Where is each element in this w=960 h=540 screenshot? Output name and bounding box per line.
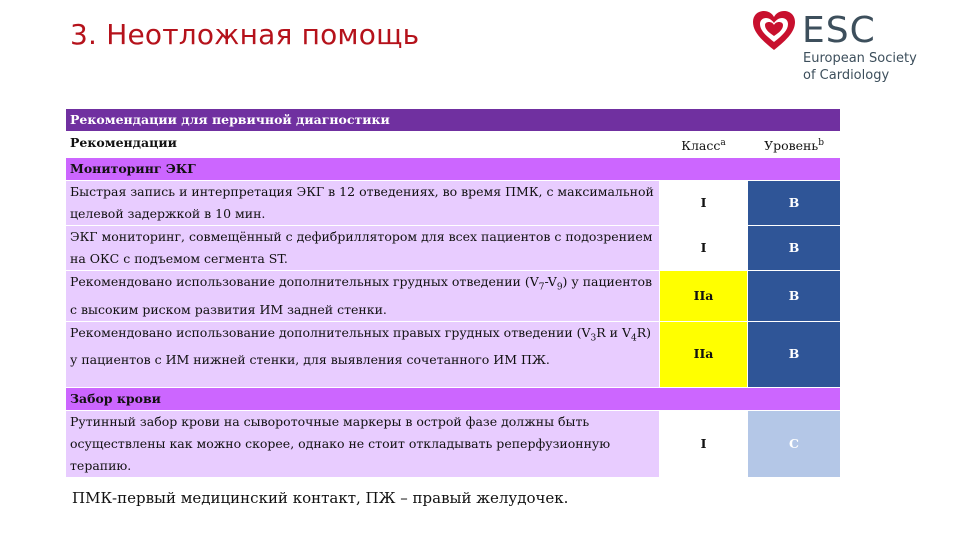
rec-text-part: Рекомендовано использование дополнительных грудных отведении (V xyxy=(70,274,539,290)
logo-line-1: European Society xyxy=(803,51,917,66)
esc-logo xyxy=(750,8,940,86)
rec-subscript: 4 xyxy=(630,333,637,344)
level-cell: B xyxy=(748,181,841,226)
table-row xyxy=(66,321,841,387)
rec-text-part: ) у пациентов с высоким риском развития ИМ задней стенки. xyxy=(70,274,653,317)
rec-subscript: 9 xyxy=(556,282,563,293)
logo-acronym: ESC xyxy=(802,10,876,51)
recommendation-text: Быстрая запись и интерпретация ЭКГ в 12 отведениях, во время ПМК, с максимальной целевой задержкой в 10 мин. xyxy=(66,181,660,226)
col-class-label: Класс xyxy=(681,138,721,154)
col-recommendations-header: Рекомендации xyxy=(66,132,660,158)
table-row xyxy=(66,226,841,271)
level-cell: B xyxy=(748,271,841,322)
col-class-sup: a xyxy=(720,138,726,148)
col-class-header xyxy=(660,132,748,158)
slide-title: 3. Неотложная помощь xyxy=(70,18,420,51)
table-row xyxy=(66,181,841,226)
rec-text-part: -V xyxy=(544,274,557,290)
col-level-header xyxy=(748,132,841,158)
heart-logo-icon xyxy=(750,8,798,54)
section-row-ecg xyxy=(66,158,841,181)
col-level-sup: b xyxy=(818,138,824,148)
table-header-row xyxy=(66,132,841,158)
class-cell: I xyxy=(660,181,748,226)
level-cell: C xyxy=(748,410,841,477)
table-row xyxy=(66,271,841,322)
rec-text-part: Рекомендовано использование дополнительных правых грудных отведении (V xyxy=(70,324,591,340)
table-caption: Рекомендации для первичной диагностики xyxy=(66,109,841,132)
logo-line-2: of Cardiology xyxy=(803,68,890,83)
class-cell: IIa xyxy=(660,271,748,322)
footnote: ПМК-первый медицинский контакт, ПЖ – правый желудочек. xyxy=(72,489,569,507)
col-level-label: Уровень xyxy=(764,138,819,154)
table-row xyxy=(66,410,841,477)
section-row-blood xyxy=(66,387,841,410)
recommendation-text: Рутинный забор крови на сывороточные маркеры в острой фазе должны быть осуществлены как можно скорее, однако не стоит откладывать реперфузионную терапию. xyxy=(66,410,660,477)
rec-subscript: 7 xyxy=(538,282,545,293)
class-cell: IIa xyxy=(660,321,748,387)
class-cell: I xyxy=(660,410,748,477)
recommendation-text: ЭКГ мониторинг, совмещённый с дефибриллятором для всех пациентов с подозрением на ОКС с подъемом сегмента ST. xyxy=(66,226,660,271)
level-cell: B xyxy=(748,226,841,271)
rec-subscript: 3 xyxy=(590,333,597,344)
recommendation-text xyxy=(66,271,660,322)
section-title-ecg: Мониторинг ЭКГ xyxy=(66,158,841,181)
section-title-blood: Забор крови xyxy=(66,387,841,410)
table-caption-row xyxy=(66,109,841,132)
rec-text-part: R) у пациентов с ИМ нижней стенки, для выявления сочетанного ИМ ПЖ. xyxy=(70,324,652,368)
level-cell: B xyxy=(748,321,841,387)
recommendation-text xyxy=(66,321,660,387)
class-cell: I xyxy=(660,226,748,271)
rec-text-part: R и V xyxy=(596,324,631,340)
recommendations-table xyxy=(65,108,841,478)
